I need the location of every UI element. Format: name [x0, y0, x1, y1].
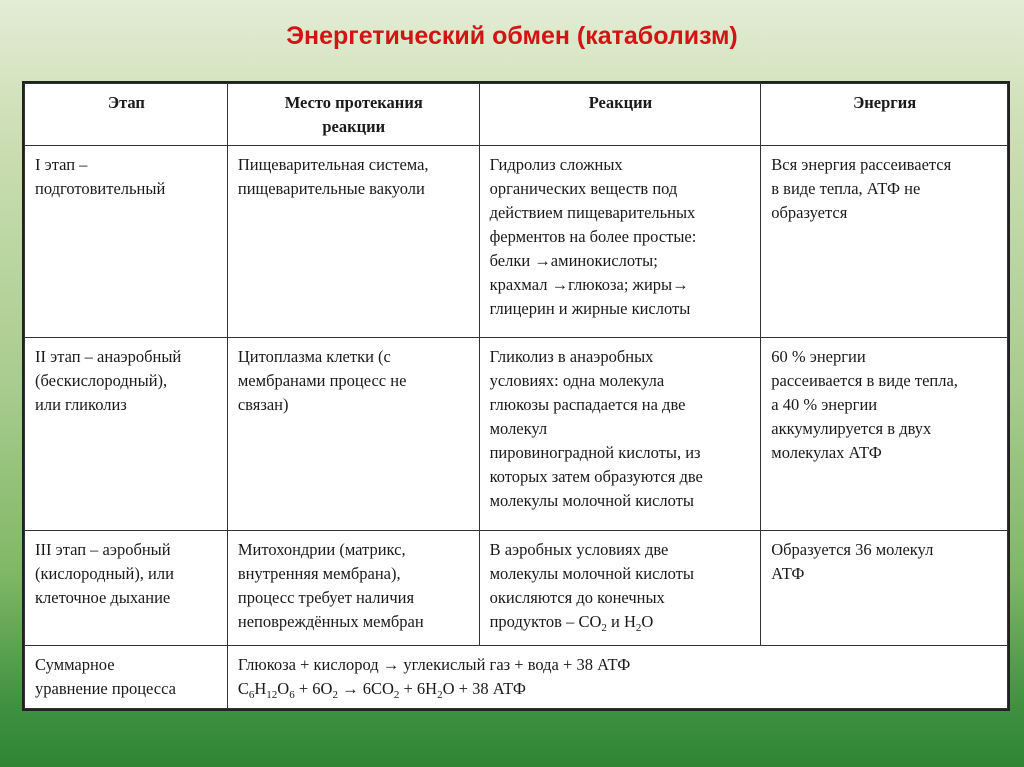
- formula-part: и H: [606, 612, 636, 631]
- formula-sub: 2: [635, 622, 642, 634]
- formula-sub: 12: [266, 689, 278, 701]
- table-row: [25, 338, 1008, 531]
- formula-sub: 6: [248, 689, 255, 701]
- slide-title: Энергетический обмен (катаболизм): [286, 22, 738, 50]
- energy-cell: 60 % энергии рассеивается в виде тепла, а 40 % энергии аккумулируется в двух молекулах АТФ: [761, 338, 1008, 531]
- formula-part: O + 38 АТФ: [442, 679, 526, 698]
- reactions-cell: Гидролиз сложных органических веществ под действием пищеварительных ферментов на более простые: белки →аминокислоты; крахмал →глюкоза; жиры→ глицерин и жирные кислоты: [479, 146, 761, 338]
- formula-sub: 2: [437, 689, 443, 701]
- formula-sub: 2: [601, 622, 607, 634]
- formula-part: O: [277, 679, 290, 698]
- reactions-text: В аэробных условиях две молекулы молочной кислоты окисляются до конечных продуктов –: [489, 540, 694, 631]
- formula-part: O: [641, 612, 654, 631]
- formula-sub: 6: [289, 689, 295, 701]
- formula-part: CO: [578, 612, 602, 631]
- header-place: Место протекания реакции: [227, 84, 479, 146]
- formula-sub: 2: [332, 689, 338, 701]
- summary-formula: [238, 677, 998, 701]
- summary-equation: [227, 646, 1007, 709]
- stage-cell: I этап – подготовительный: [25, 146, 228, 338]
- formula-sub: 2: [393, 689, 400, 701]
- header-reactions: Реакции: [479, 84, 761, 146]
- formula-part: + 6H: [399, 679, 438, 698]
- place-cell: Пищеварительная система, пищеварительные вакуоли: [227, 146, 479, 338]
- energy-cell: Вся энергия рассеивается в виде тепла, АТФ не образуется: [761, 146, 1008, 338]
- reactions-cell: [479, 531, 761, 646]
- products-formula: [578, 612, 654, 634]
- formula-part: + 6O: [294, 679, 333, 698]
- energy-cell: Образуется 36 молекул АТФ: [761, 531, 1008, 646]
- reactions-cell: Гликолиз в анаэробных условиях: одна молекула глюкозы распадается на две молекул пировиноградной кислоты, из которых затем образуются две молекулы молочной кислоты: [479, 338, 761, 531]
- stage-cell: III этап – аэробный (кислородный), или клеточное дыхание: [25, 531, 228, 646]
- formula-part: C: [237, 679, 249, 698]
- header-row: [25, 84, 1008, 146]
- table-row: [25, 146, 1008, 338]
- formula-part: → 6CO: [337, 679, 394, 698]
- catabolism-table: [24, 83, 1008, 709]
- header-stage: Этап: [25, 84, 228, 146]
- header-energy: Энергия: [761, 84, 1008, 146]
- formula-part: H: [254, 679, 267, 698]
- summary-words: Глюкоза + кислород → углекислый газ + вода + 38 АТФ: [237, 655, 631, 674]
- place-cell: Митохондрии (матрикс, внутренняя мембрана), процесс требует наличия неповреждённых мембран: [227, 531, 479, 646]
- summary-label: Суммарное уравнение процесса: [25, 646, 228, 709]
- place-cell: Цитоплазма клетки (с мембранами процесс не связан): [227, 338, 479, 531]
- summary-row: [25, 646, 1008, 709]
- stage-cell: II этап – анаэробный (бескислородный), или гликолиз: [25, 338, 228, 531]
- table-row: [25, 531, 1008, 646]
